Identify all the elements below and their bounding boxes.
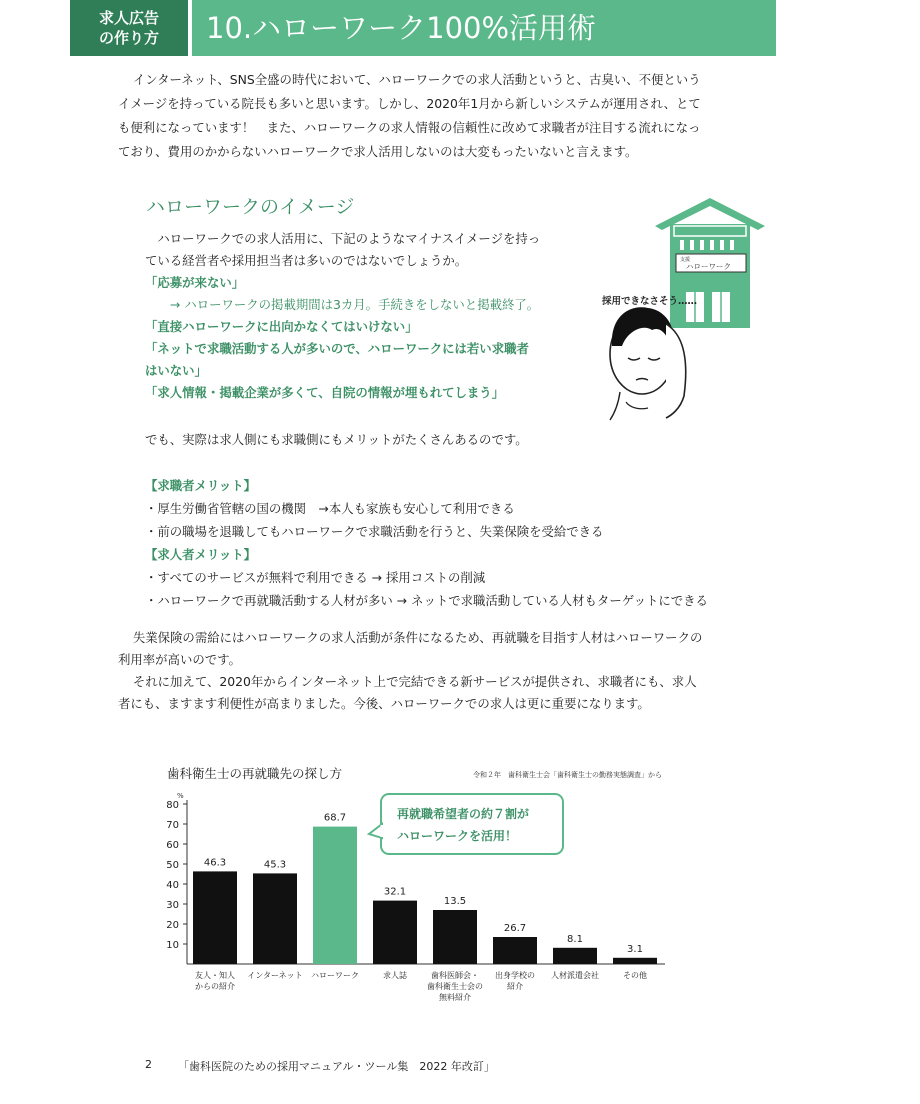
- section-title: ハローワークのイメージ: [146, 196, 355, 218]
- footer-title: 「歯科医院のための採用マニュアル・ツール集 2022 年改訂」: [178, 1060, 495, 1073]
- quote-1-note: → ハローワークの掲載期間は3カ月。手続きをしないと掲載終了。: [170, 297, 540, 312]
- seeker-merit-2: ・前の職場を退職してもハローワークで求職活動を行うと、失業保険を受給できる: [145, 524, 604, 539]
- category-label: 歯科衛生士会の: [427, 982, 483, 991]
- bar-3: [313, 827, 357, 964]
- closing-line: 者にも、ますます利便性が高まりました。今後、ハローワークでの求人は更に重要になります。: [118, 696, 650, 711]
- building-body: [670, 224, 750, 328]
- y-tick-label: 80: [166, 800, 179, 811]
- intro-line: イメージを持っている院長も多いと思います。しかし、2020年1月から新しいシステムが運用され、とて: [118, 96, 701, 111]
- y-tick-label: 40: [166, 880, 179, 891]
- category-label: 出身学校の: [495, 971, 535, 980]
- callout-line-2: ハローワークを活用！: [397, 829, 518, 843]
- worried-person-illustration: [600, 196, 770, 428]
- closing-line: 失業保険の需給にはハローワークの求人活動が条件になるため、再就職を目指す人材はハローワークの: [132, 630, 703, 645]
- lead-line: ている経営者や採用担当者は多いのではないでしょうか。: [145, 253, 468, 268]
- closing-line: 利用率が高いのです。: [118, 652, 241, 667]
- bar-value-label: 13.5: [443, 896, 467, 907]
- building-sign-text: ハローワーク: [686, 262, 731, 271]
- seeker-merit-heading: 【求職者メリット】: [145, 478, 257, 493]
- quote-3-cont: はいない」: [145, 363, 207, 378]
- speech-text: 採用できなさそう……: [602, 296, 698, 307]
- callout-line-1: 再就職希望者の約７割が: [397, 807, 530, 821]
- closing-paragraphs: [118, 627, 782, 715]
- page-number: 2: [145, 1058, 152, 1071]
- category-label: ハローワーク: [311, 971, 359, 980]
- employer-merit-heading: 【求人者メリット】: [145, 547, 257, 562]
- page-title: 10.ハローワーク100%活用術: [192, 0, 776, 56]
- merits-section: [145, 428, 785, 612]
- bar-value-label: 45.3: [263, 859, 287, 871]
- category-label: 紹介: [507, 982, 523, 991]
- category-label: その他: [623, 971, 647, 980]
- y-tick-label: 60: [166, 840, 179, 851]
- negative-image-list: [145, 228, 585, 404]
- intro-line: も便利になっています！ また、ハローワークの求人情報の信頼性に改めて求職者が注目する流れになっ: [118, 120, 701, 135]
- chapter-tag: [70, 0, 188, 56]
- intro-line: インターネット、SNS全盛の時代において、ハローワークでの求人活動というと、古臭い、不便という: [132, 72, 701, 87]
- y-tick-label: 30: [166, 900, 179, 911]
- callout-pointer: [369, 824, 382, 838]
- y-tick-label: 50: [166, 860, 179, 871]
- y-tick-label: 20: [166, 920, 179, 931]
- bar-5: [433, 910, 477, 964]
- hand: [666, 324, 686, 418]
- intro-line: ており、費用のかからないハローワークで求人活用しないのは大変もったいないと言えます。: [118, 144, 638, 159]
- intro-paragraph: [118, 68, 778, 164]
- bar-value-label: 46.3: [203, 857, 227, 869]
- quote-2: 「直接ハローワークに出向かなくてはいけない」: [145, 319, 418, 334]
- y-tick-label: 70: [166, 820, 179, 831]
- category-label: からの紹介: [195, 982, 235, 991]
- bar-value-label: 32.1: [383, 886, 407, 898]
- bar-8: [613, 958, 657, 964]
- bar-value-label: 68.7: [323, 812, 347, 824]
- chapter-tag-line1: 求人広告: [98, 9, 159, 27]
- quote-3: 「ネットで求職活動する人が多いので、ハローワークには若い求職者: [145, 341, 529, 356]
- chart-title: 歯科衛生士の再就職先の探し方: [167, 766, 343, 781]
- category-label: 求人誌: [383, 971, 407, 980]
- bar-value-label: 26.7: [503, 923, 527, 934]
- bar-6: [493, 937, 537, 964]
- bar-4: [373, 901, 417, 964]
- employer-merit-2: ・ハローワークで再就職活動する人材が多い → ネットで求職活動している人材もターゲットにできる: [145, 593, 708, 608]
- building-sign-small: 支援: [680, 257, 691, 263]
- callout-bubble: [381, 794, 563, 854]
- category-label: 友人・知人: [195, 971, 235, 980]
- category-label: 人材派遣会社: [551, 971, 599, 980]
- closing-line: それに加えて、2020年からインターネット上で完結できる新サービスが提供され、求職者にも、求人: [132, 674, 697, 689]
- bar-chart: [145, 760, 685, 1020]
- lead-line: ハローワークでの求人活用に、下記のようなマイナスイメージを持っ: [157, 231, 541, 246]
- bar-2: [253, 873, 297, 964]
- chapter-tag-line2: の作り方: [98, 29, 159, 47]
- seeker-merit-1: ・厚生労働省管轄の国の機関 →本人も家族も安心して利用できる: [145, 501, 515, 516]
- quote-1: 「応募が来ない」: [145, 275, 245, 290]
- category-label: 無料紹介: [439, 993, 471, 1002]
- employer-merit-1: ・すべてのサービスが無料で利用できる → 採用コストの削減: [145, 570, 486, 585]
- bar-value-label: 8.1: [567, 933, 583, 945]
- chart-source: 令和２年 歯科衛生士会「歯科衛生士の勤務実態調査」から: [473, 771, 662, 779]
- bar-7: [553, 948, 597, 964]
- y-tick-label: 10: [166, 940, 179, 951]
- bar-chart-container: [145, 760, 685, 1020]
- category-label: 歯科医師会・: [431, 971, 479, 980]
- quote-4: 「求人情報・掲載企業が多くて、自院の情報が埋もれてしまう」: [145, 385, 505, 400]
- bar-value-label: 3.1: [627, 943, 643, 955]
- merits-intro: でも、実際は求人側にも求職側にもメリットがたくさんあるのです。: [145, 432, 528, 447]
- y-axis-unit: %: [177, 792, 184, 800]
- category-label: インターネット: [247, 971, 303, 980]
- bar-1: [193, 871, 237, 964]
